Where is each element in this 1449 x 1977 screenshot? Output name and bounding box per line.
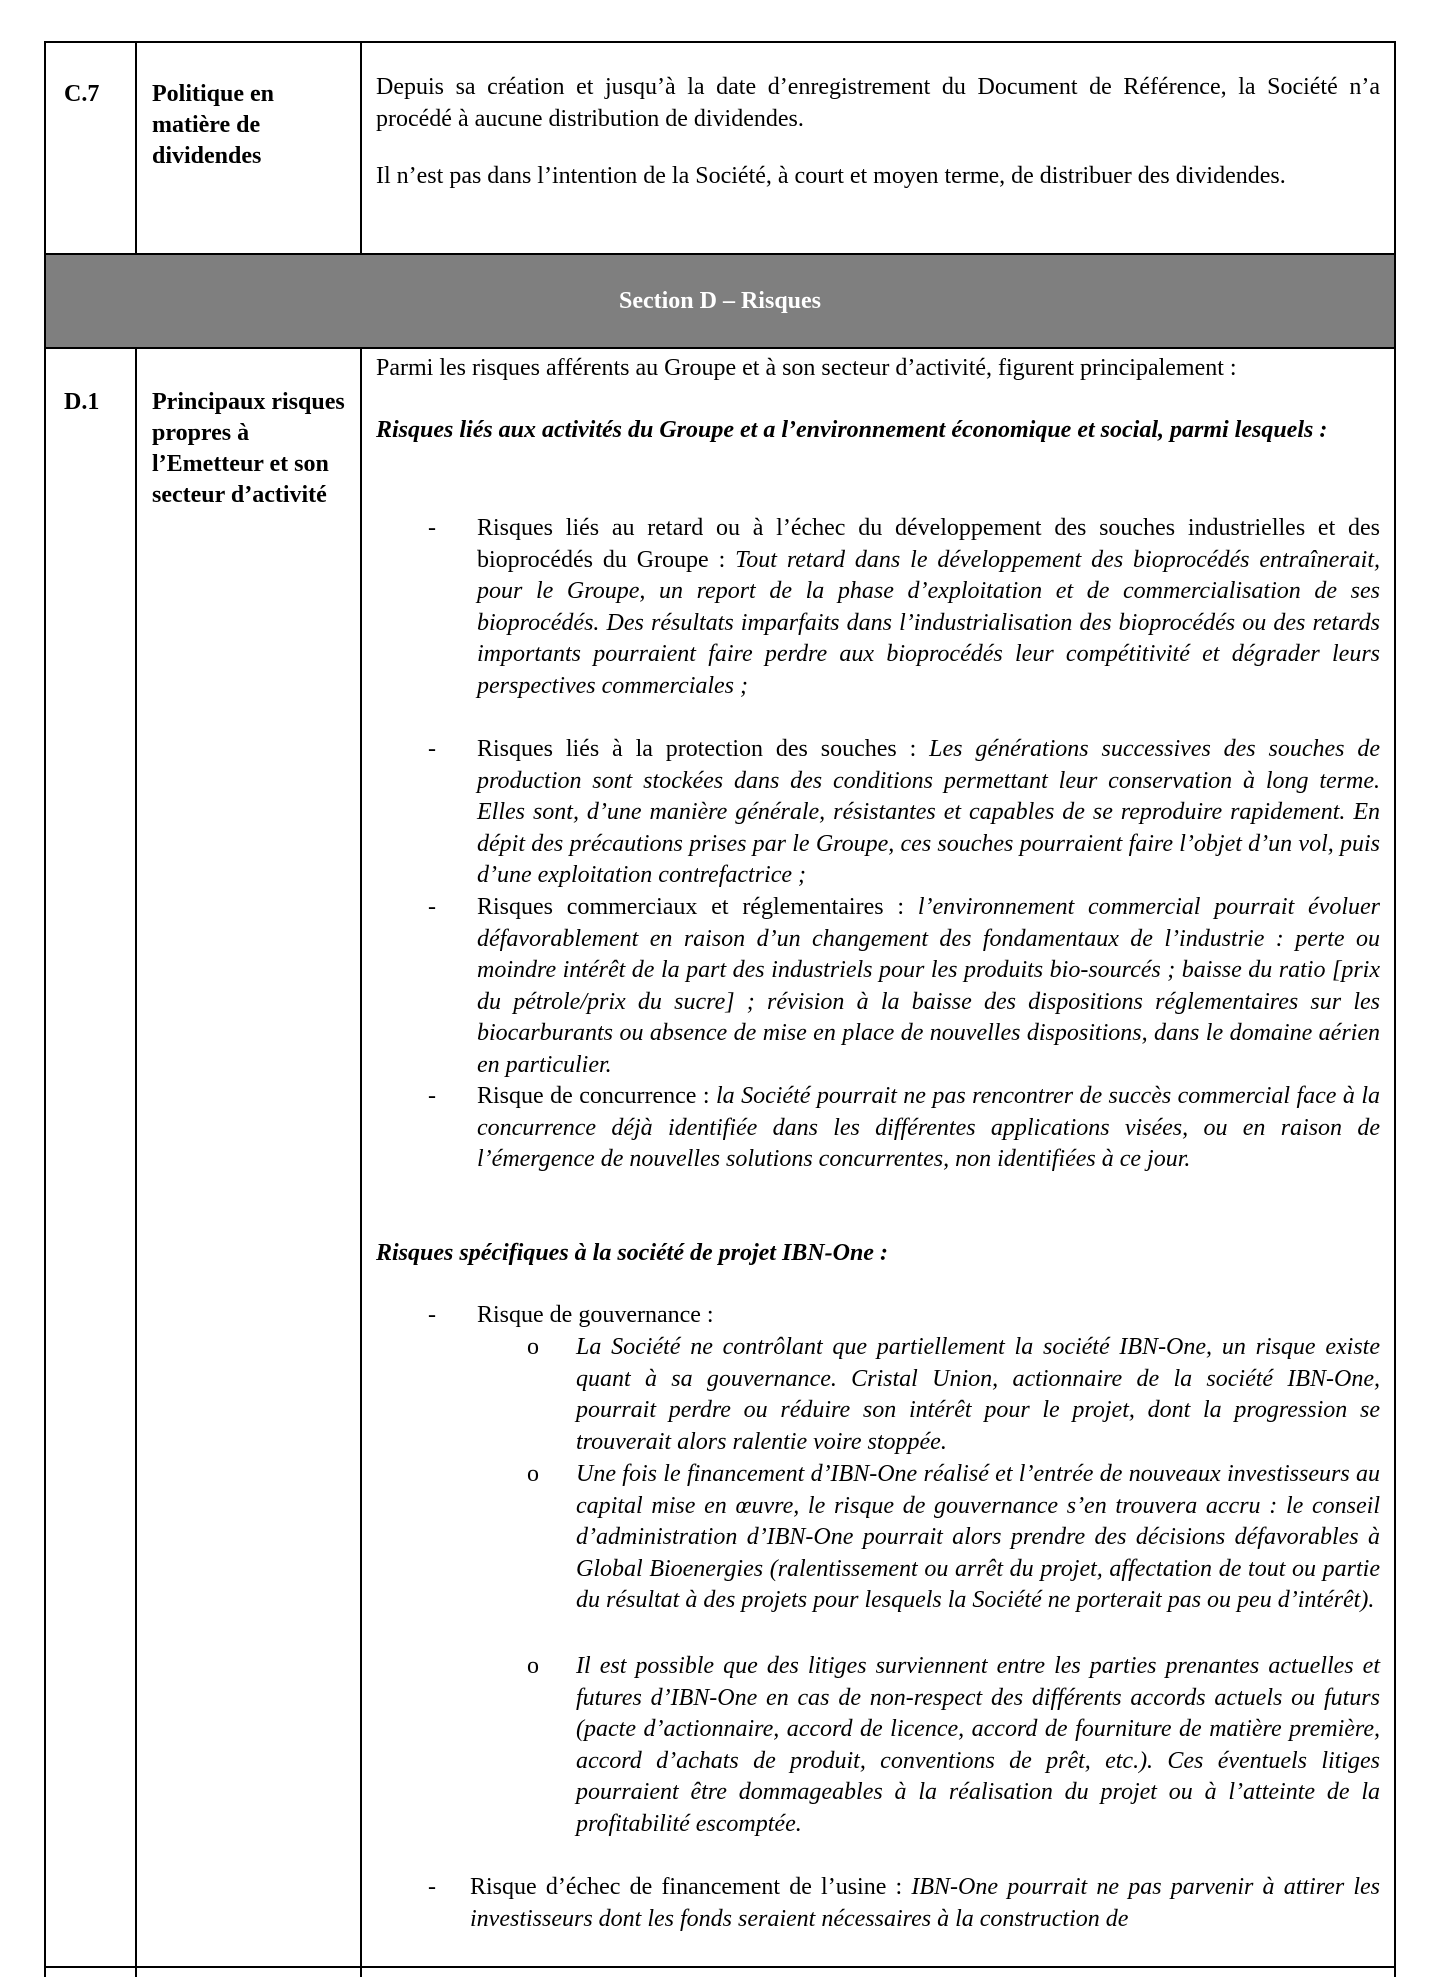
risk-item-commercial	[477, 892, 1380, 1081]
row-d1-title: Principaux risques propres à l’Emetteur et son secteur d’activité	[152, 389, 345, 508]
risk-item-text: Tout retard dans le développement des bioprocédés entraînerait, pour le Groupe, un report de la phase d’exploitation et de commercialisation de ses bioprocédés. Des résultats imparfaits dans l’industrialisation des bioprocédés ou des retards importants pourraient faire perdre aux bioprocédés leur compétitivité et dégrader leurs perspectives commerciales ;	[477, 546, 1380, 699]
row-d1-left-border	[44, 349, 46, 1977]
row-c7-divider-1	[135, 41, 137, 255]
governance-subitem-litigation: Il est possible que des litiges surviennent entre les parties prenantes actuelles et futures d’IBN-One en cas de non-respect des différents accords actuels ou futurs (pacte d’actionnaire, accord de licence, accord de fourniture de matière première, accord d’achats de produit, conventions de prêt, etc.). Ces éventuels litiges pourraient être dommageables à la réalisation du projet ou à l’atteinte de la profitabilité escomptée.	[576, 1653, 1380, 1837]
bullet-dash: -	[428, 894, 436, 920]
row-c7-code: C.7	[64, 81, 100, 107]
bullet-circle: o	[527, 1653, 539, 1679]
risk-item-text: IBN-One pourrait ne pas parvenir à attirer les investisseurs dont les fonds seraient nécessaires à la construction de	[470, 1874, 1381, 1932]
row-d1-bottom-border	[44, 1966, 1396, 1968]
row-c7-divider-2	[360, 41, 362, 255]
governance-subitem-control: La Société ne contrôlant que partiellement la société IBN-One, un risque existe quant à sa gouvernance. Cristal Union, actionnaire de la société IBN-One, pourrait perdre ou réduire son intérêt pour le projet, dont la progression se trouverait alors ralentie voire stoppée.	[576, 1334, 1380, 1455]
risk-item-strains	[477, 734, 1380, 892]
bullet-dash: -	[428, 736, 436, 762]
risk-item-text: l’environnement commercial pourrait évoluer défavorablement en raison d’un changement des fondamentaux de l’industrie : perte ou moindre intérêt de la part des industriels pour les produits bio-sourcés ; baisse du ratio [prix du pétrole/prix du sucre] ; révision à la baisse des dispositions réglementaires sur les biocarburants ou absence de mise en place de nouvelles dispositions, dans le domaine aérien en particulier.	[477, 894, 1381, 1078]
row-c7-paragraph-1: Depuis sa création et jusqu’à la date d’enregistrement du Document de Référence, la Société n’a procédé à aucune distribution de dividendes.	[376, 74, 1380, 132]
row-d1-divider-2	[360, 349, 362, 1977]
risk-item-governance: Risque de gouvernance :	[477, 1302, 714, 1328]
row-c7-paragraph-2: Il n’est pas dans l’intention de la Société, à court et moyen terme, de distribuer des dividendes.	[376, 163, 1286, 189]
risk-item-text: Les générations successives des souches de production sont stockées dans des conditions permettant leur conservation à long terme. Elles sont, d’une manière générale, résistantes et capables de se reproduire rapidement. En dépit des précautions prises par le Groupe, ces souches pourraient faire l’objet d’un vol, puis d’une exploitation contrefactrice ;	[477, 736, 1380, 888]
row-c7-title: Politique en matière de dividendes	[152, 81, 275, 169]
bullet-dash: -	[428, 1874, 436, 1900]
risk-item-lead: Risques commerciaux et réglementaires :	[477, 894, 918, 920]
bullet-dash: -	[428, 1083, 436, 1109]
row-d1-code: D.1	[64, 389, 100, 415]
risk-item-text: la Société pourrait ne pas rencontrer de succès commercial face à la concurrence déjà identifiée dans les différentes applications visées, ou en raison de l’émergence de nouvelles solutions concurrentes, non identifiées à ce jour.	[477, 1083, 1381, 1172]
risk-item-lead: Risques liés à la protection des souches :	[477, 736, 930, 762]
risk-heading-activities: Risques liés aux activités du Groupe et a l’environnement économique et social, parmi lesquels :	[376, 417, 1328, 443]
risk-item-development	[477, 513, 1380, 702]
bullet-dash: -	[428, 515, 436, 541]
bullet-circle: o	[527, 1334, 539, 1360]
row-d1-right-border	[1394, 349, 1396, 1977]
bullet-circle: o	[527, 1461, 539, 1487]
row-d1-divider-1	[135, 349, 137, 1977]
section-d-header	[44, 253, 1396, 349]
governance-subitem-financing: Une fois le financement d’IBN-One réalisé et l’entrée de nouveaux investisseurs au capital mise en œuvre, le risque de gouvernance s’en trouvera accru : le conseil d’administration d’IBN-One pourrait alors prendre des décisions défavorables à Global Bioenergies (ralentissement ou arrêt du projet, affectation de tout ou partie du résultat à des projets pour lesquels la Société ne porterait pas ou peu d’intérêt).	[576, 1461, 1380, 1613]
risk-item-lead: Risque d’échec de financement de l’usine :	[470, 1874, 912, 1900]
row-d1-intro: Parmi les risques afférents au Groupe et à son secteur d’activité, figurent principalement :	[376, 355, 1237, 381]
risk-item-lead: Risques liés au retard ou à l’échec du développement des souches industrielles et des bioprocédés du Groupe :	[477, 515, 1380, 573]
section-d-title: Section D – Risques	[618, 287, 822, 314]
risk-item-plant-financing	[470, 1872, 1380, 1935]
risk-item-lead: Risque de concurrence :	[477, 1083, 716, 1109]
risk-heading-ibn-one: Risques spécifiques à la société de projet IBN-One :	[376, 1240, 888, 1266]
risk-item-competition	[477, 1081, 1380, 1176]
bullet-dash: -	[428, 1302, 436, 1328]
